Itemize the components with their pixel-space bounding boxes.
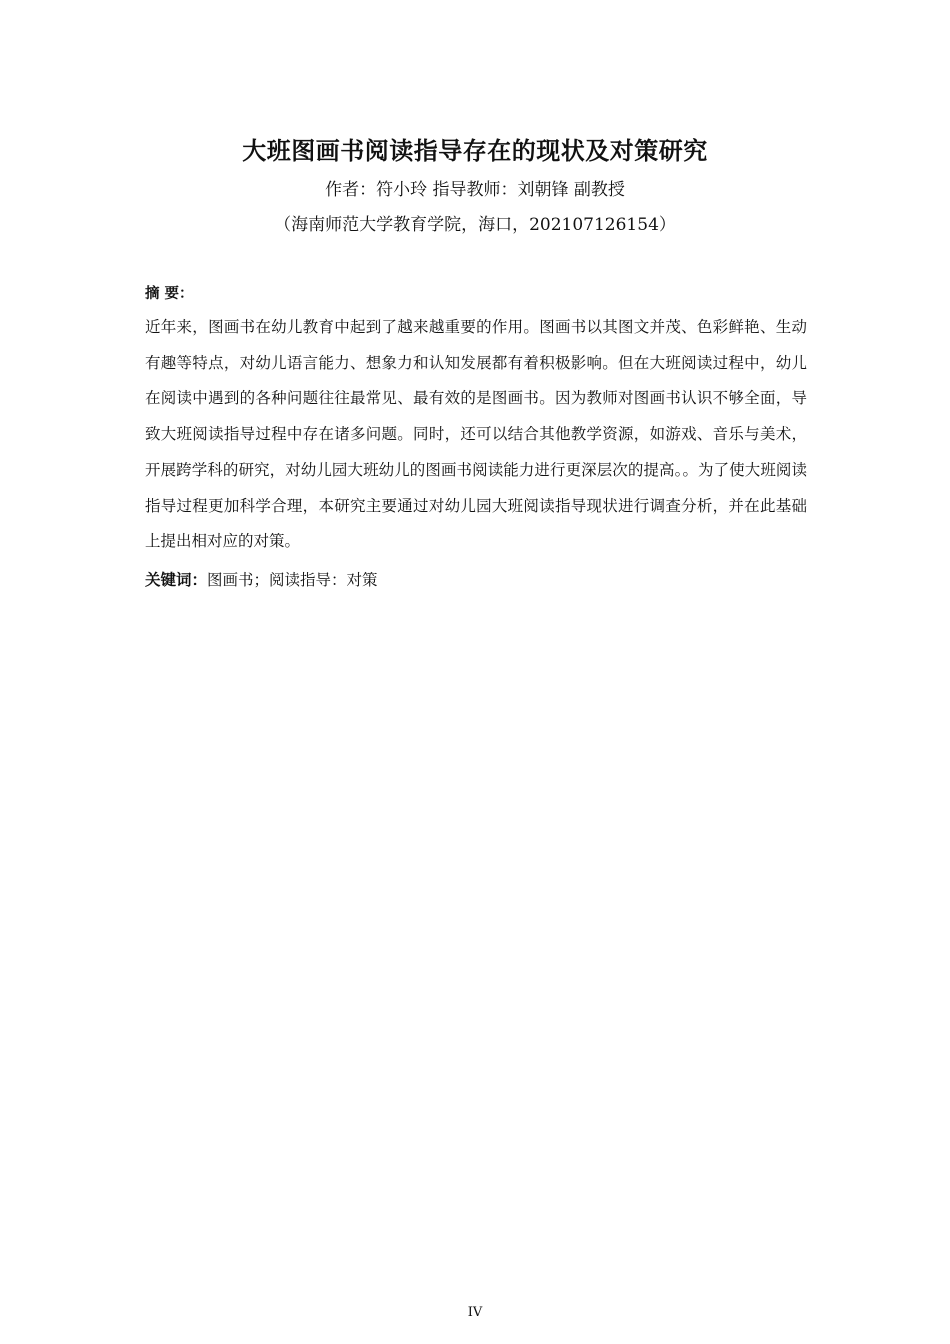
abstract-text: 近年来，图画书在幼儿教育中起到了越来越重要的作用。图画书以其图文并茂、色彩鲜艳、生动有趣等特点，对幼儿语言能力、想象力和认知发展都有着积极影响。但在大班阅读过程中，幼儿在阅读中遇到的各种问题往往最常见、最有效的是图画书。因为教师对图画书认识不够全面，导致大班阅读指导过程中存在诸多问题。同时，还可以结合其他教学资源，如游戏、音乐与美术，开展跨学科的研究，对幼儿园大班幼儿的图画书阅读能力进行更深层次的提高。。为了使大班阅读指导过程更加科学合理，本研究主要通过对幼儿园大班阅读指导现状进行调查分析，并在此基础上提出相对应的对策。 <box>145 318 807 551</box>
abstract-heading: 摘 要： <box>145 286 194 302</box>
keywords-label: 关键词： <box>145 571 208 589</box>
keywords-text: 图画书；阅读指导：对策 <box>207 571 378 589</box>
page-number: IV <box>467 1305 483 1320</box>
author-line: 作者：符小玲 指导教师：刘朝锋 副教授 <box>325 180 625 200</box>
paper-title: 大班图画书阅读指导存在的现状及对策研究 <box>242 137 708 165</box>
affiliation: （海南师范大学教育学院，海口，202107126154） <box>274 215 676 235</box>
keywords <box>145 568 378 590</box>
